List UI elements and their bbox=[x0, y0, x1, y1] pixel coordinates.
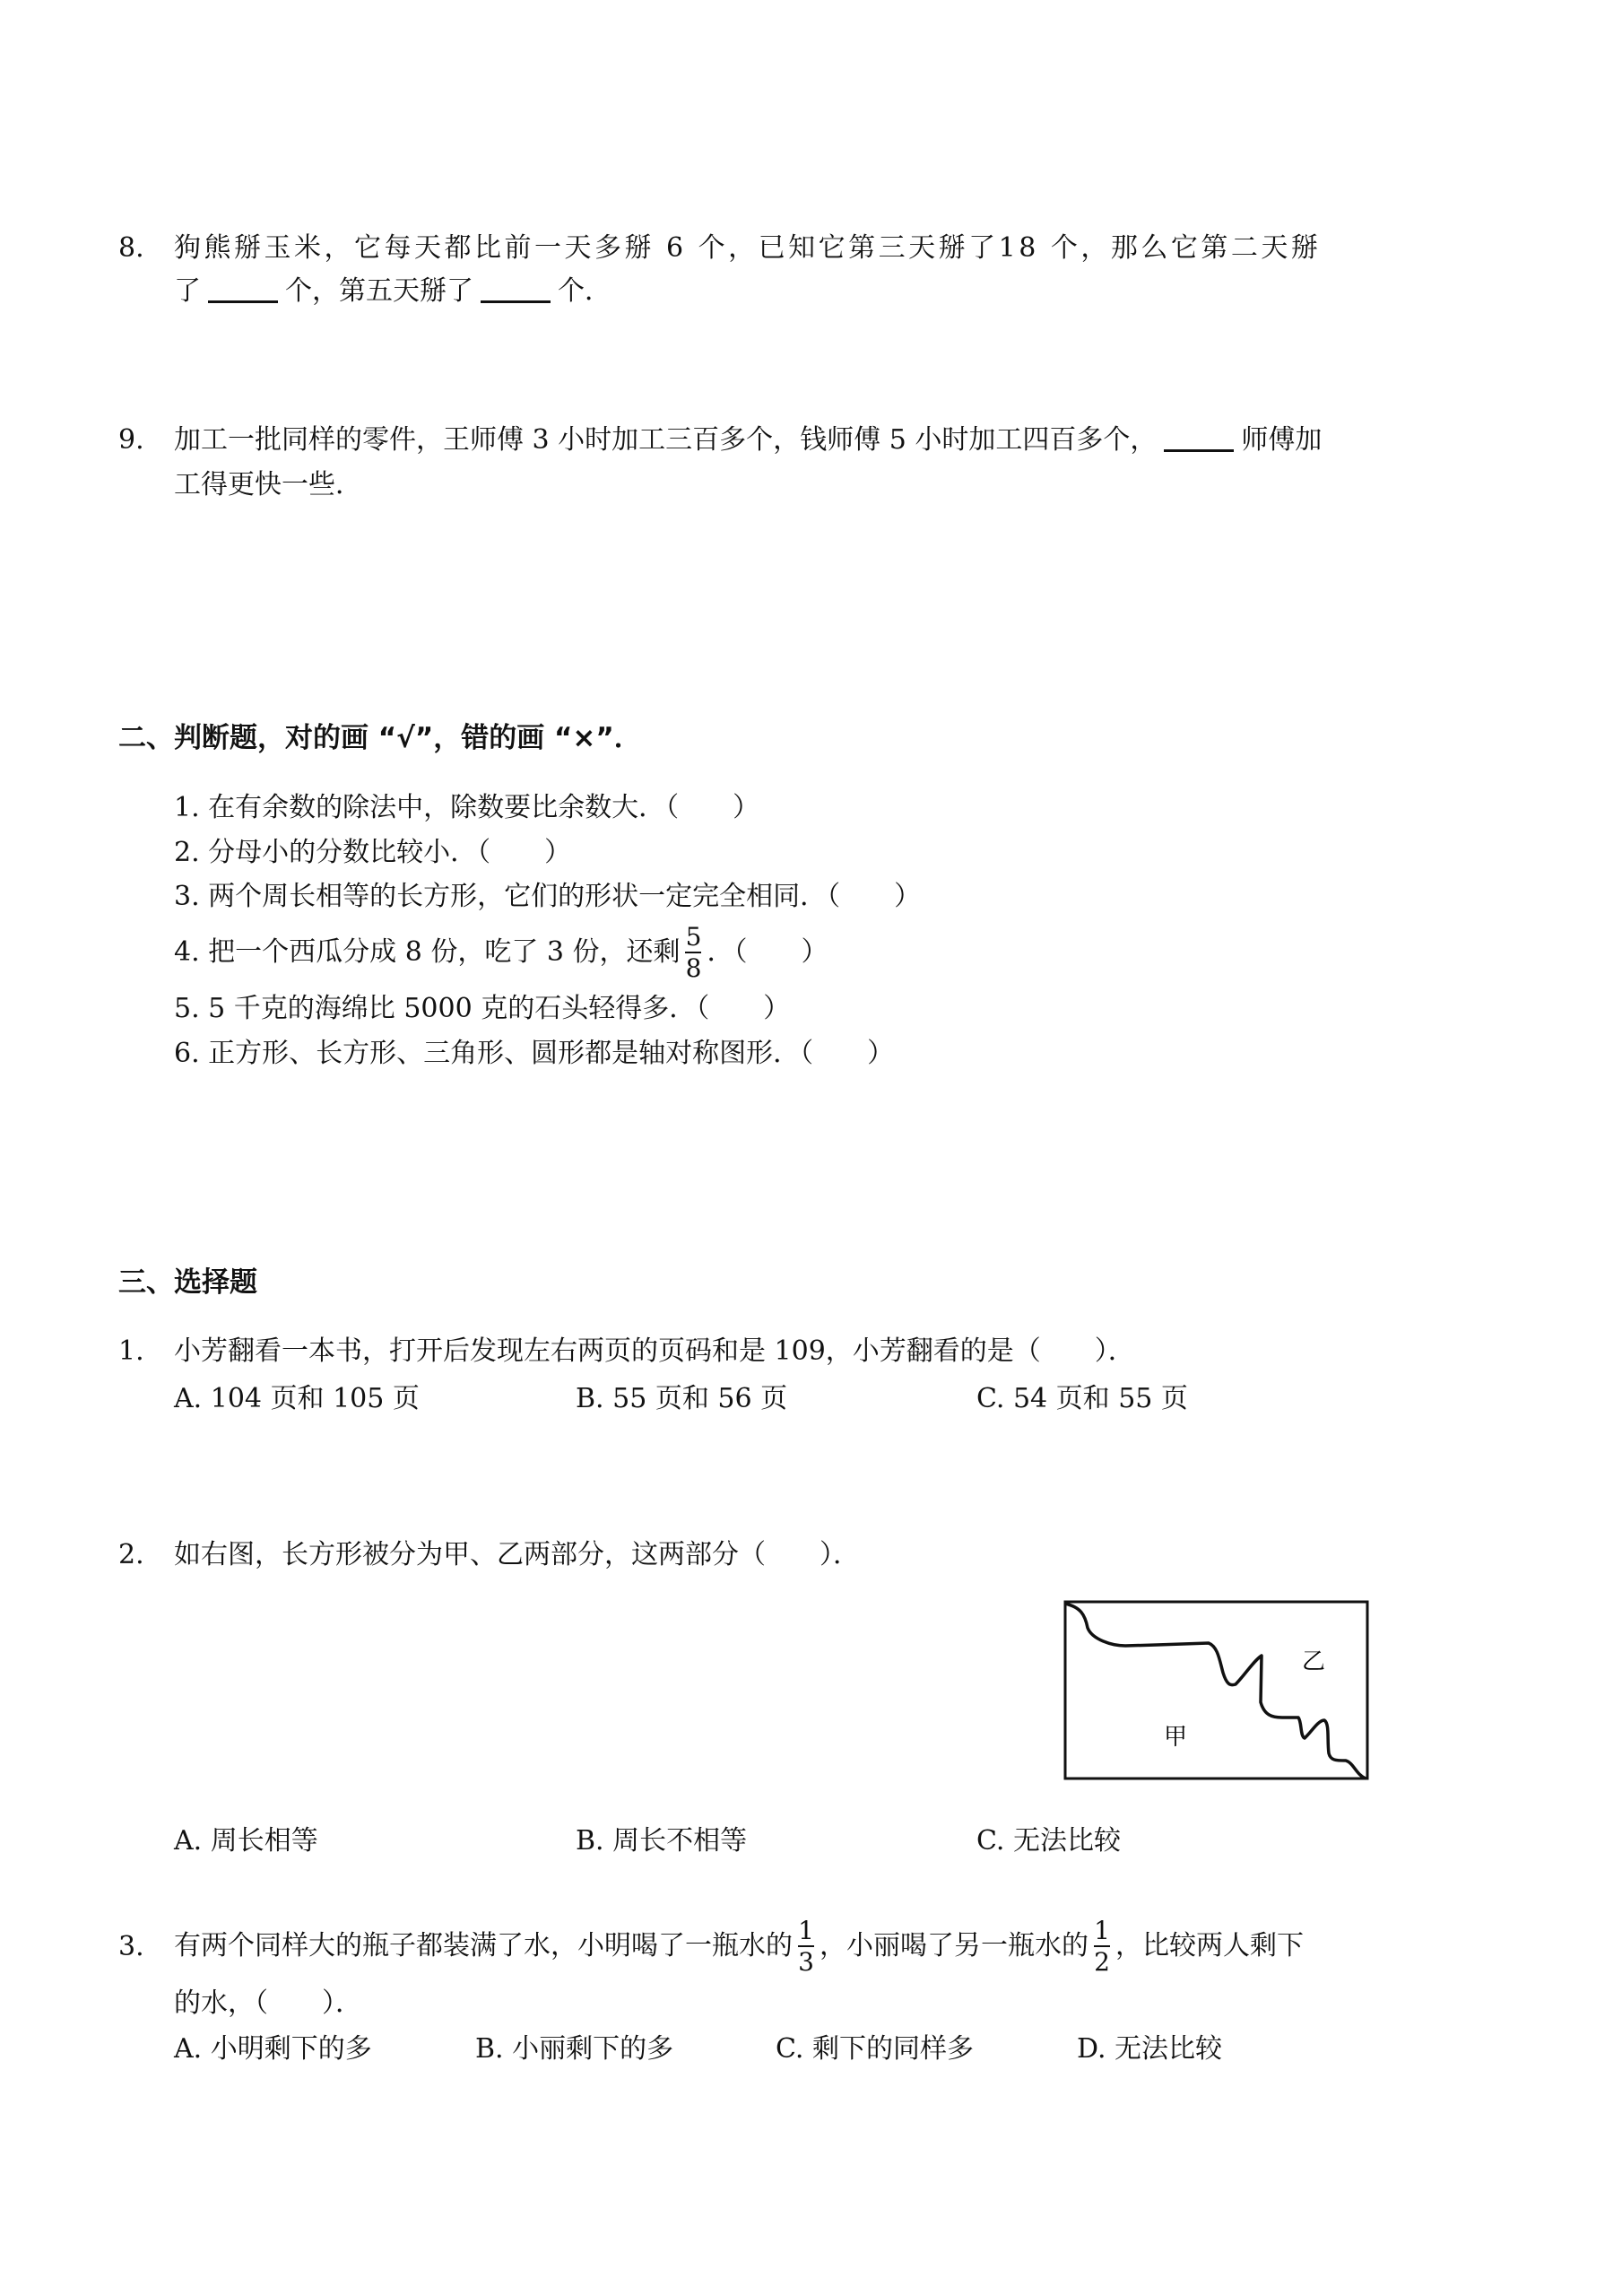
choice-q3-option-a[interactable]: A. 小明剩下的多 bbox=[174, 2033, 372, 2065]
label-jia: 甲 bbox=[1164, 1724, 1188, 1751]
choice-q3-text-a: 有两个同样大的瓶子都装满了水，小明喝了一瓶水的 bbox=[174, 1930, 793, 1962]
fraction-numerator: 1 bbox=[1094, 1916, 1110, 1945]
judge-item-6: 6. 正方形、长方形、三角形、圆形都是轴对称图形．（ ） bbox=[174, 1038, 895, 1069]
q9-text-b: 师傅加 bbox=[1241, 424, 1323, 456]
section3-heading: 三、选择题 bbox=[118, 1266, 257, 1299]
q8-blank-2[interactable] bbox=[481, 300, 551, 303]
q8-text-b: 个，第五天掰了 bbox=[285, 275, 473, 307]
choice-q1-option-a[interactable]: A. 104 页和 105 页 bbox=[174, 1383, 420, 1414]
judge-item-4 bbox=[174, 924, 828, 982]
choice-q1-text: 小芳翻看一本书，打开后发现左右两页的页码和是 109，小芳翻看的是（ ）． bbox=[174, 1335, 1135, 1367]
q9-number: 9. bbox=[118, 424, 144, 456]
fraction-denominator: 3 bbox=[798, 1947, 814, 1978]
choice-q1-option-c[interactable]: C. 54 页和 55 页 bbox=[976, 1383, 1188, 1414]
choice-q3-line1 bbox=[174, 1918, 1304, 1976]
fraction-denominator: 2 bbox=[1094, 1947, 1110, 1978]
fraction-1-2 bbox=[1094, 1918, 1110, 1976]
fraction-denominator: 8 bbox=[685, 953, 702, 984]
choice-q2-text: 如右图，长方形被分为甲、乙两部分，这两部分（ ）． bbox=[174, 1539, 860, 1570]
choice-q2-option-a[interactable]: A. 周长相等 bbox=[174, 1825, 318, 1857]
q8-line2 bbox=[174, 275, 612, 307]
q9-line1 bbox=[174, 424, 1323, 456]
fraction-1-3 bbox=[798, 1918, 814, 1976]
q9-line2: 工得更快一些． bbox=[174, 469, 362, 500]
choice-q3-text-c: ，比较两人剩下 bbox=[1115, 1930, 1304, 1962]
judge-item-2: 2. 分母小的分数比较小．（ ） bbox=[174, 837, 572, 868]
fraction-5-8 bbox=[685, 924, 701, 982]
choice-q3-line2: 的水，（ ）． bbox=[174, 1987, 362, 2019]
judge-item-5: 5. 5 千克的海绵比 5000 克的石头轻得多．（ ） bbox=[174, 993, 791, 1024]
judge-item-4-tail: ．（ ） bbox=[707, 936, 828, 969]
judge-item-1: 1. 在有余数的除法中，除数要比余数大．（ ） bbox=[174, 792, 760, 823]
choice-q2-number: 2. bbox=[118, 1539, 144, 1570]
q8-number: 8. bbox=[118, 232, 144, 264]
choice-q3-text-b: ，小丽喝了另一瓶水的 bbox=[820, 1930, 1089, 1962]
choice-q1-number: 1. bbox=[118, 1335, 144, 1367]
label-yi: 乙 bbox=[1302, 1648, 1326, 1675]
q9-blank[interactable] bbox=[1164, 449, 1234, 452]
choice-q3-option-d[interactable]: D. 无法比较 bbox=[1077, 2033, 1223, 2065]
rectangle-outline bbox=[1065, 1602, 1367, 1779]
choice-q2-option-c[interactable]: C. 无法比较 bbox=[976, 1825, 1121, 1857]
q8-line1: 狗熊掰玉米，它每天都比前一天多掰 6 个，已知它第三天掰了18 个，那么它第二天掰 bbox=[174, 232, 1322, 264]
judge-item-4-text: 4. 把一个西瓜分成 8 份，吃了 3 份，还剩 bbox=[174, 936, 681, 969]
divided-rectangle-figure bbox=[1031, 1587, 1408, 1812]
choice-q3-option-c[interactable]: C. 剩下的同样多 bbox=[776, 2033, 974, 2065]
choice-q3-option-b[interactable]: B. 小丽剩下的多 bbox=[475, 2033, 674, 2065]
fraction-numerator: 1 bbox=[798, 1916, 814, 1945]
choice-q1-option-b[interactable]: B. 55 页和 56 页 bbox=[576, 1383, 788, 1414]
q9-text-a: 加工一批同样的零件，王师傅 3 小时加工三百多个，钱师傅 5 小时加工四百多个， bbox=[174, 424, 1158, 456]
dividing-curve bbox=[1065, 1604, 1366, 1779]
fraction-numerator: 5 bbox=[685, 922, 702, 952]
q8-blank-1[interactable] bbox=[208, 300, 278, 303]
q8-text-a: 了 bbox=[174, 275, 201, 307]
judge-item-3: 3. 两个周长相等的长方形，它们的形状一定完全相同．（ ） bbox=[174, 881, 922, 912]
choice-q3-number: 3. bbox=[118, 1931, 144, 1962]
choice-q2-option-b[interactable]: B. 周长不相等 bbox=[576, 1825, 748, 1857]
q8-text-c: 个． bbox=[558, 275, 612, 307]
section2-heading: 二、判断题，对的画 “√”，错的画 “×”． bbox=[118, 722, 642, 754]
